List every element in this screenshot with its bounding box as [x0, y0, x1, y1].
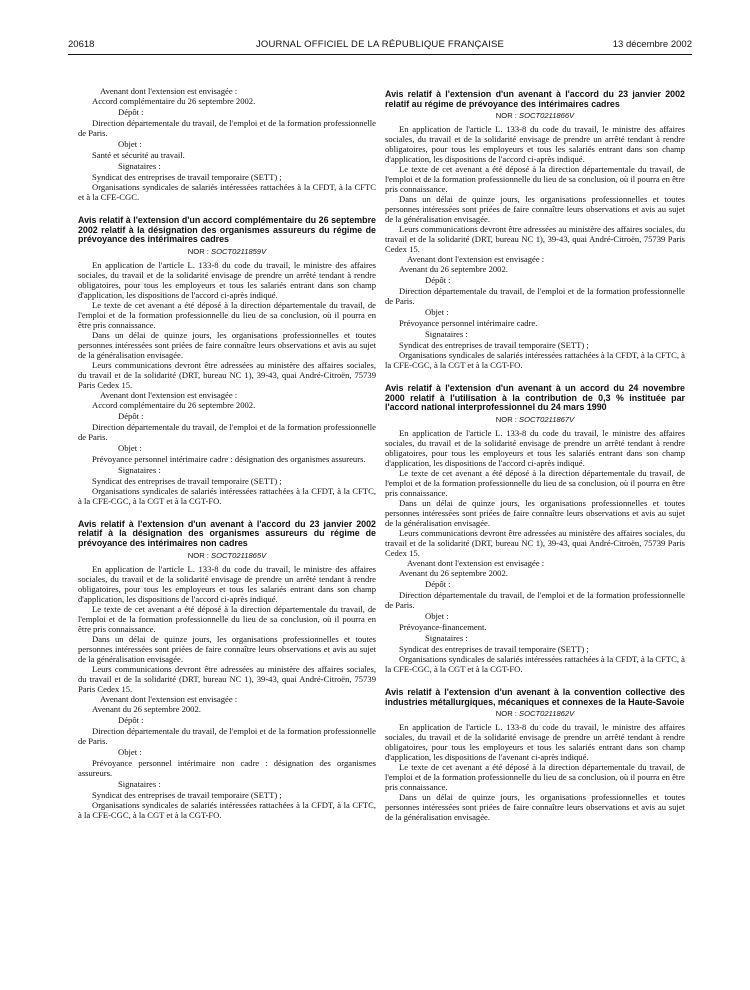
journal-title: JOURNAL OFFICIEL DE LA RÉPUBLIQUE FRANÇAISE: [255, 39, 505, 50]
depot-label: Dépôt :: [118, 107, 144, 117]
notice-title: Avis relatif à l'extension d'un accord complémentaire du 26 septembre 2002 relatif à la désignation des organismes assureurs du régime de prévoyance des intérimaires cadres: [78, 215, 376, 245]
depot-value: Direction départementale du travail, de l'emploi et de la formation professionnelle de Paris.: [385, 286, 685, 307]
avenant-label: Avenant dont l'extension est envisagée :: [100, 693, 238, 704]
notice-paragraph: En application de l'article L. 133-8 du code du travail, le ministre des affaires sociales, du travail et de la solidarité envisage de prendre un arrêté tendant à rendre obligatoires, pour tous les employeurs et tous les salariés entrant dans son champ d'application, les dispositions de l'accord ci-après indiqué.: [385, 427, 685, 468]
notice-paragraph: Leurs communications devront être adressées au ministère des affaires sociales, du travail et de la solidarité (DRT, bureau NC 1), 39-43, quai André-Citroën, 75739 Paris Cedex 15.: [385, 527, 685, 558]
avenant-label: Avenant dont l'extension est envisagée :: [407, 254, 545, 265]
notice-paragraph: Dans un délai de quinze jours, les organisations professionnelles et toutes personnes intéressées sont priées de faire connaître leurs observations et avis au sujet de la généralisation envisagée.: [385, 194, 685, 225]
objet-label: Objet :: [425, 610, 449, 621]
notice-2: [78, 520, 376, 820]
page-number: 20618: [68, 39, 95, 50]
page-header: [68, 39, 692, 53]
avenant-label: Avenant dont l'extension est envisagée :: [100, 389, 238, 400]
signataires-2: Organisations syndicales de salariés intéressées rattachées à la CFDT, à la CFTC et à la CFE-CGC.: [78, 182, 376, 202]
right-column: [385, 90, 685, 822]
objet-label: Objet :: [425, 307, 449, 318]
notice-paragraph: Le texte de cet avenant a été déposé à la direction départementale du travail, de l'emploi et de la formation professionnelle du lieu de sa conclusion, où il pourra en être pris connaissance.: [385, 164, 685, 195]
notice-paragraph: Le texte de cet avenant a été déposé à la direction départementale du travail, de l'emploi et de la formation professionnelle du lieu de sa conclusion, où il pourra en être pris connaissance.: [78, 299, 376, 330]
notice-4: [385, 384, 685, 674]
notice-paragraph: En application de l'article L. 133-8 du code du travail, le ministre des affaires sociales, du travail et de la solidarité envisage de prendre un arrêté tendant à rendre obligatoires, pour tous les employeurs et tous les salariés entrant dans son champ d'application, les dispositions de l'avenant ci-après indiqué.: [385, 722, 685, 763]
header-rule: [68, 54, 692, 55]
objet-value: Prévoyance personnel intérimaire cadre.: [399, 318, 538, 329]
nor-reference: NOR : SOCT0211862V: [495, 709, 575, 719]
signataires-2: Organisations syndicales de salariés intéressées rattachées à la CFDT, à la CFTC, à la CFE-CGC, à la CGT et à la CGT-FO.: [78, 799, 376, 820]
notice-paragraph: Dans un délai de quinze jours, les organisations professionnelles et toutes personnes intéressées sont priées de faire connaître leurs observations et avis au sujet de la généralisation envisagée.: [78, 329, 376, 360]
notice-paragraph: Le texte de cet avenant a été déposé à la direction départementale du travail, de l'emploi et de la formation professionnelle du lieu de sa conclusion, où il pourra en être pris connaissance.: [385, 467, 685, 498]
nor-reference: NOR : SOCT0211866V: [495, 111, 575, 121]
depot-value: Direction départementale du travail, de l'emploi et de la formation professionnelle de Paris.: [78, 118, 376, 138]
signataires-1: Syndicat des entreprises de travail temporaire (SETT) ;: [92, 475, 282, 486]
notice-paragraph: En application de l'article L. 133-8 du code du travail, le ministre des affaires sociales, du travail et de la solidarité envisage de prendre un arrêté tendant à rendre obligatoires, pour tous les employeurs et tous les salariés entrant dans son champ d'application, les dispositions de l'accord ci-après indiqué.: [385, 124, 685, 165]
notice-title: Avis relatif à l'extension d'un avenant à la convention collective des industries métallurgiques, mécaniques et connexes de la Haute-Savoie: [385, 686, 685, 707]
issue-date: 13 décembre 2002: [612, 39, 692, 50]
nor-reference: NOR : SOCT0211867V: [495, 414, 575, 424]
objet-value: Prévoyance personnel intérimaire non cadre : désignation des organismes assureurs.: [78, 757, 376, 778]
signataires-1: Syndicat des entreprises de travail temporaire (SETT) ;: [92, 789, 282, 800]
notice-paragraph: Dans un délai de quinze jours, les organisations professionnelles et toutes personnes intéressées sont priées de faire connaître leurs observations et avis au sujet de la généralisation envisagée.: [78, 633, 376, 664]
signataires-1: Syndicat des entreprises de travail temporaire (SETT) ;: [399, 340, 589, 351]
left-column: [78, 86, 376, 820]
signataires-label: Signataires :: [118, 161, 161, 171]
signataires-label: Signataires :: [118, 778, 161, 789]
notice-paragraph: En application de l'article L. 133-8 du code du travail, le ministre des affaires sociales, du travail et de la solidarité envisage de prendre un arrêté tendant à rendre obligatoires, pour tous les employeurs et tous les salariés entrant dans son champ d'application, les dispositions de l'accord ci-après indiqué.: [78, 259, 376, 300]
continuation-block: [78, 86, 376, 202]
depot-label: Dépôt :: [425, 275, 451, 286]
objet-label: Objet :: [118, 139, 142, 149]
notice-title: Avis relatif à l'extension d'un avenant à l'accord du 23 janvier 2002 relatif au régime de prévoyance des intérimaires cadres: [385, 89, 685, 109]
depot-label: Dépôt :: [118, 410, 144, 421]
avenant-value: Accord complémentaire du 26 septembre 2002.: [92, 399, 256, 410]
notice-paragraph: Le texte de cet avenant a été déposé à la direction départementale du travail, de l'emploi et de la formation professionnelle du lieu de sa conclusion, où il pourra en être pris connaissance.: [385, 762, 685, 793]
notice-paragraph: Leurs communications devront être adressées au ministère des affaires sociales, du travail et de la solidarité (DRT, bureau NC 1), 39-43, quai André-Citroën, 75739 Paris Cedex 15.: [78, 359, 376, 390]
notice-1: [78, 216, 376, 506]
objet-label: Objet :: [118, 746, 142, 757]
signataires-2: Organisations syndicales de salariés intéressées rattachées à la CFDT, à la CFTC, à la CFE-CGC, à la CGT et à la CGT-FO.: [385, 350, 685, 371]
notice-paragraph: Dans un délai de quinze jours, les organisations professionnelles et toutes personnes intéressées sont priées de faire connaître leurs observations et avis au sujet de la généralisation envisagée.: [385, 497, 685, 528]
nor-reference: NOR : SOCT0211865V: [187, 550, 267, 560]
notice-title: Avis relatif à l'extension d'un avenant à un accord du 24 novembre 2000 relatif à l'utilisation à la contribution de 0,3 % instituée par l'accord national interprofessionnel du 24 mars 1990: [385, 383, 685, 413]
signataires-1: Syndicat des entreprises de travail temporaire (SETT) ;: [399, 643, 589, 654]
signataires-label: Signataires :: [425, 329, 468, 340]
notice-3: [385, 90, 685, 370]
nor-reference: NOR : SOCT0211859V: [187, 246, 267, 256]
avenant-value: Avenant du 26 septembre 2002.: [399, 567, 508, 578]
avenant-value: Avenant du 26 septembre 2002.: [399, 264, 508, 275]
objet-value: Prévoyance-financement.: [399, 621, 487, 632]
depot-label: Dépôt :: [118, 714, 144, 725]
depot-value: Direction départementale du travail, de l'emploi et de la formation professionnelle de Paris.: [78, 725, 376, 746]
notice-paragraph: Dans un délai de quinze jours, les organisations professionnelles et toutes personnes intéressées sont priées de faire connaître leurs observations et avis au sujet de la généralisation envisagée.: [385, 792, 685, 823]
signataires-2: Organisations syndicales de salariés intéressées rattachées à la CFDT, à la CFTC, à la CFE-CGC, à la CGT et à la CGT-FO.: [385, 653, 685, 674]
objet-value: Santé et sécurité au travail.: [92, 150, 185, 160]
signataires-1: Syndicat des entreprises de travail temporaire (SETT) ;: [92, 172, 282, 182]
signataires-label: Signataires :: [425, 632, 468, 643]
avenant-value: Accord complémentaire du 26 septembre 2002.: [92, 96, 256, 106]
notice-5: [385, 688, 685, 822]
avenant-label: Avenant dont l'extension est envisagée :: [100, 86, 238, 96]
depot-value: Direction départementale du travail, de l'emploi et de la formation professionnelle de Paris.: [78, 421, 376, 442]
avenant-value: Avenant du 26 septembre 2002.: [92, 703, 201, 714]
notice-paragraph: En application de l'article L. 133-8 du code du travail, le ministre des affaires sociales, du travail et de la solidarité envisage de prendre un arrêté tendant à rendre obligatoires, pour tous les employeurs et tous les salariés entrant dans son champ d'application, les dispositions de l'accord ci-après indiqué.: [78, 563, 376, 604]
depot-label: Dépôt :: [425, 578, 451, 589]
notice-paragraph: Leurs communications devront être adressées au ministère des affaires sociales, du travail et de la solidarité (DRT, bureau NC 1), 39-43, quai André-Citroën, 75739 Paris Cedex 15.: [78, 663, 376, 694]
signataires-2: Organisations syndicales de salariés intéressées rattachées à la CFDT, à la CFTC, à la CFE-CGC, à la CGT et à la CGT-FO.: [78, 485, 376, 506]
notice-paragraph: Le texte de cet avenant a été déposé à la direction départementale du travail, de l'emploi et de la formation professionnelle du lieu de sa conclusion, où il pourra en être pris connaissance.: [78, 603, 376, 634]
signataires-label: Signataires :: [118, 464, 161, 475]
objet-value: Prévoyance personnel intérimaire cadre : désignation des organismes assureurs.: [92, 453, 366, 464]
notice-title: Avis relatif à l'extension d'un avenant à l'accord du 23 janvier 2002 relatif à la désignation des organismes assureurs du régime de prévoyance des intérimaires non cadres: [78, 518, 376, 548]
notice-paragraph: Leurs communications devront être adressées au ministère des affaires sociales, du travail et de la solidarité (DRT, bureau NC 1), 39-43, quai André-Citroën, 75739 Paris Cedex 15.: [385, 224, 685, 255]
objet-label: Objet :: [118, 442, 142, 453]
depot-value: Direction départementale du travail, de l'emploi et de la formation professionnelle de Paris.: [385, 589, 685, 610]
avenant-label: Avenant dont l'extension est envisagée :: [407, 557, 545, 568]
